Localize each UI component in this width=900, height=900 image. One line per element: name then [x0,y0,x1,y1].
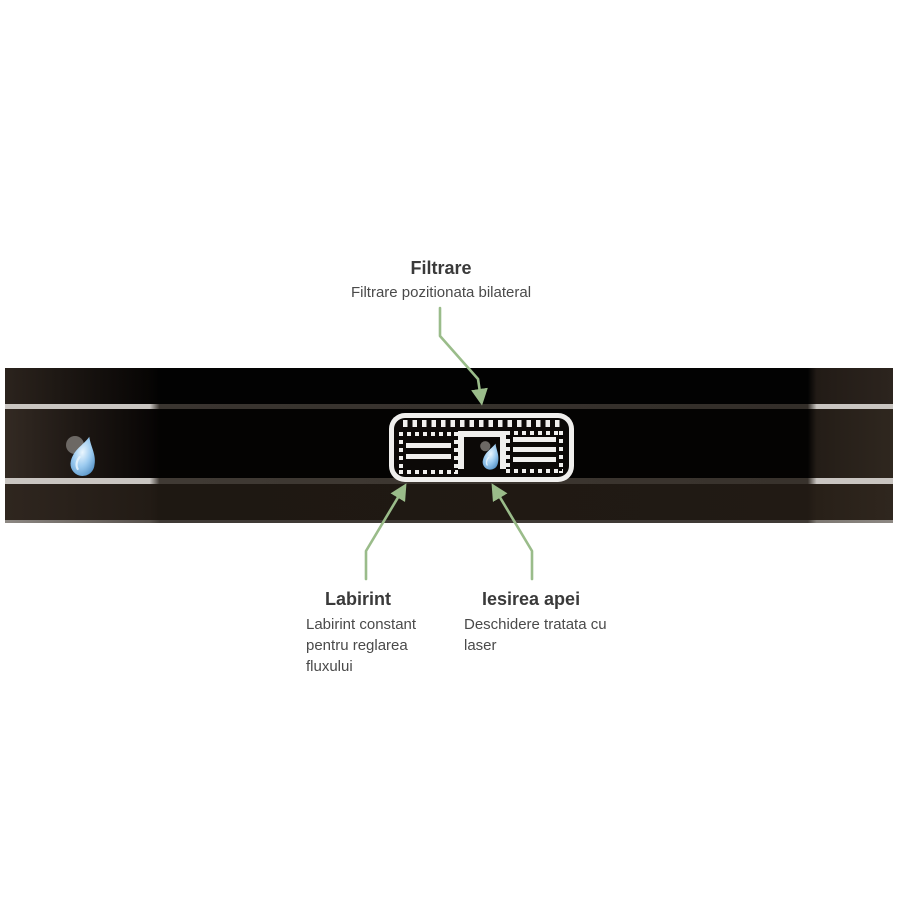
tape-bottom-band [5,484,893,520]
labyrinth-channel [406,443,451,448]
labyrinth-teeth [559,431,563,473]
filtrare-title: Filtrare [410,258,472,278]
labyrinth-teeth [506,431,510,473]
tape-top-band [5,368,893,404]
iesirea-apei-line: Deschidere tratata cu [464,616,607,633]
iesirea-apei-line: laser [464,637,497,654]
outlet-window-left [458,431,464,469]
labirint-line: pentru reglarea [306,637,408,654]
outlet-dot [480,441,490,451]
iesirea-apei-label-block [464,588,634,656]
labyrinth-teeth [506,431,563,435]
labirint-title: Labirint [325,589,391,609]
labyrinth-channel [513,437,556,442]
filtrare-label-block [291,257,591,303]
labyrinth-channel [406,454,451,459]
labirint-line: fluxului [306,658,353,675]
labyrinth-teeth [399,470,458,474]
tape-bottom-edge [5,520,893,523]
labyrinth-right [506,431,563,473]
emitter [389,413,574,482]
water-drop-icon [477,437,505,477]
labyrinth-channel [513,457,556,462]
water-drop-icon [61,430,105,486]
labyrinth-channel [513,447,556,452]
iesirea-apei-title: Iesirea apei [482,589,581,609]
labirint-line: Labirint constant [306,616,417,633]
labyrinth-teeth [399,432,403,474]
labyrinth-teeth [399,432,458,436]
filter-slits [403,420,561,427]
labyrinth-left [399,432,458,474]
labirint-label-block [306,588,446,677]
labyrinth-teeth [506,469,563,473]
filtrare-subtitle: Filtrare pozitionata bilateral [350,284,532,301]
